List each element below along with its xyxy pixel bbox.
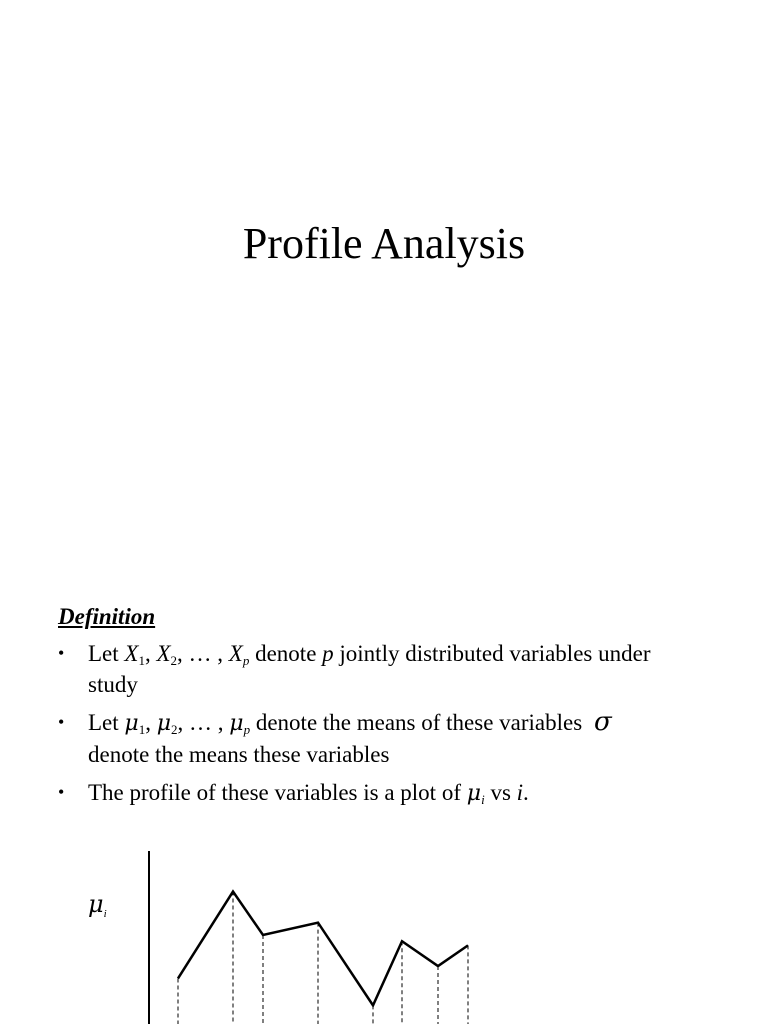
- bullet-means: • Let $\mu_1$, $\mu_2$, … , $\mu_p$ denote the means of these variables σ denote the means these variables: [58, 707, 612, 767]
- bullet-marker: •: [58, 782, 65, 802]
- bullet-marker: •: [58, 712, 65, 732]
- sigma-symbol: σ: [593, 707, 612, 737]
- profile-plot: [0, 540, 768, 1024]
- definition-heading: Definition: [58, 604, 156, 629]
- bullet-variables: • Let $X_1$, $X_2$, … , $X_p$ denote p jointly distributed variables under study: [58, 638, 698, 700]
- profile-line: [178, 892, 468, 1006]
- slide-title: Profile Analysis: [242, 219, 526, 268]
- bullet-profile: • The profile of these variables is a plot of $\mu_i$ vs i.: [58, 777, 698, 809]
- bullet-marker: •: [58, 643, 65, 663]
- definition-slide: [0, 540, 768, 1024]
- y-axis-label: $\mu_i$: [88, 890, 107, 920]
